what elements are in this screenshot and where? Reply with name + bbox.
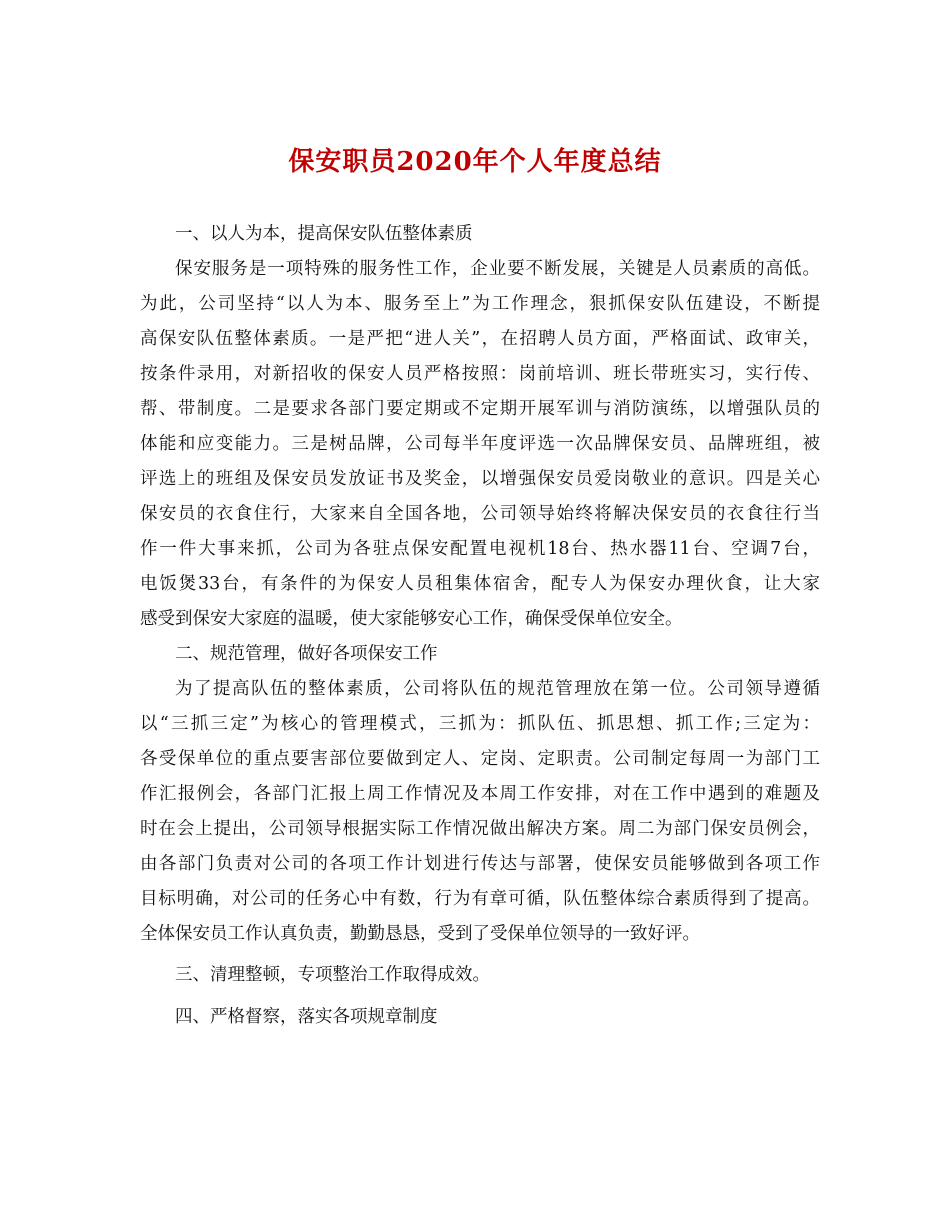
- paragraph-line: 感受到保安大家庭的温暖，使大家能够安心工作，确保受保单位安全。: [140, 609, 683, 629]
- paragraph-line: 目标明确，对公司的任务心中有数，行为有章可循，队伍整体综合素质得到了提高。: [140, 889, 820, 909]
- paragraph-line: 全体保安员工作认真负责，勤勤恳恳，受到了受保单位领导的一致好评。: [140, 924, 700, 944]
- paragraph-line: 时在会上提出，公司领导根据实际工作情况做出解决方案。周二为部门保安员例会，: [140, 819, 820, 839]
- section-heading-1: 一、以人为本，提高保安队伍整体素质: [175, 224, 473, 244]
- paragraph-line: 评选上的班组及保安员发放证书及奖金，以增强保安员爱岗敬业的意识。四是关心: [140, 469, 820, 489]
- paragraph-line: 电饭煲33台，有条件的为保安人员租集体宿舍，配专人为保安办理伙食，让大家: [140, 574, 820, 594]
- paragraph-line: 以“三抓三定”为核心的管理模式，三抓为：抓队伍、抓思想、抓工作;三定为：: [140, 714, 820, 734]
- paragraph-line: 为了提高队伍的整体素质，公司将队伍的规范管理放在第一位。公司领导遵循: [175, 679, 820, 699]
- paragraph-line: 由各部门负责对公司的各项工作计划进行传达与部署，使保安员能够做到各项工作: [140, 854, 820, 874]
- paragraph-line: 体能和应变能力。三是树品牌，公司每半年度评选一次品牌保安员、品牌班组，被: [140, 434, 820, 454]
- document-title: 保安职员2020年个人年度总结: [288, 147, 662, 177]
- paragraph-line: 为此，公司坚持“以人为本、服务至上”为工作理念，狠抓保安队伍建设，不断提: [140, 294, 820, 314]
- paragraph-line: 按条件录用，对新招收的保安人员严格按照：岗前培训、班长带班实习，实行传、: [140, 364, 820, 384]
- paragraph-line: 各受保单位的重点要害部位要做到定人、定岗、定职责。公司制定每周一为部门工: [140, 749, 820, 769]
- section-heading-2: 二、规范管理，做好各项保安工作: [175, 644, 438, 664]
- section-heading-4: 四、严格督察，落实各项规章制度: [175, 1007, 438, 1027]
- paragraph-line: 保安服务是一项特殊的服务性工作，企业要不断发展，关键是人员素质的高低。: [175, 259, 820, 279]
- paragraph-line: 高保安队伍整体素质。一是严把“进人关”，在招聘人员方面，严格面试、政审关，: [140, 329, 820, 349]
- section-heading-3: 三、清理整顿，专项整治工作取得成效。: [175, 965, 490, 985]
- paragraph-line: 保安员的衣食住行，大家来自全国各地，公司领导始终将解决保安员的衣食往行当: [140, 504, 820, 524]
- paragraph-line: 作汇报例会，各部门汇报上周工作情况及本周工作安排，对在工作中遇到的难题及: [140, 784, 820, 804]
- paragraph-line: 帮、带制度。二是要求各部门要定期或不定期开展军训与消防演练，以增强队员的: [140, 399, 820, 419]
- paragraph-line: 作一件大事来抓，公司为各驻点保安配置电视机18台、热水器11台、空调7台，: [140, 539, 820, 559]
